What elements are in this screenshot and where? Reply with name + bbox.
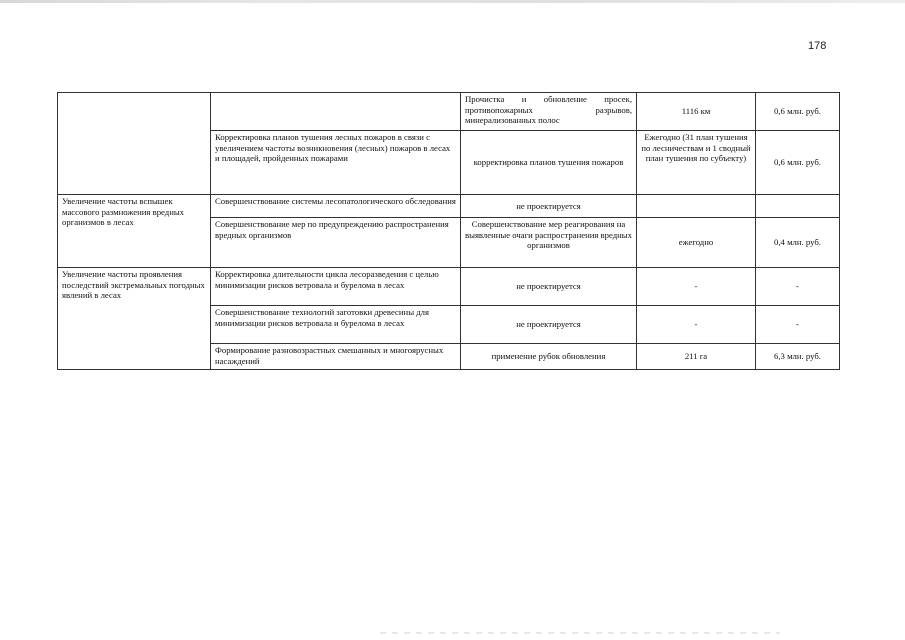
task-cell: Совершенствование системы лесопатологического обследования [211,195,461,218]
task-cell: Корректировка длительности цикла лесоразведения с целью минимизации рисков ветровала и бурелома в лесах [211,268,461,306]
table-row [58,195,840,218]
scan-edge-artifact [380,632,780,634]
volume-cell: - [637,306,756,344]
table-row [58,93,840,131]
measure-cell: Совершенствование мер реагирования на выявленные очаги распространения вредных организмов [461,218,637,268]
threat-cell: Увеличение частоты вспышек массового размножения вредных организмов в лесах [58,195,211,268]
cost-cell: 0,4 млн. руб. [756,218,840,268]
measure-cell: не проектируется [461,195,637,218]
task-cell: Формирование разновозрастных смешанных и многоярусных насаждений [211,344,461,370]
volume-cell [637,195,756,218]
cost-cell: 0,6 млн. руб. [756,93,840,131]
cost-cell: - [756,268,840,306]
threat-cell [58,93,211,195]
measure-cell: не проектируется [461,268,637,306]
cost-cell [756,195,840,218]
scan-edge-artifact [0,0,905,3]
task-cell: Совершенствование технологий заготовки древесины для минимизации рисков ветровала и бурелома в лесах [211,306,461,344]
task-cell: Совершенствование мер по предупреждению распространения вредных организмов [211,218,461,268]
cost-cell: - [756,306,840,344]
volume-cell: ежегодно [637,218,756,268]
table-row [58,268,840,306]
cost-cell: 6,3 млн. руб. [756,344,840,370]
cost-cell: 0,6 млн. руб. [756,131,840,195]
task-cell: Корректировка планов тушения лесных пожаров в связи с увеличением частоты возникновения (лесных) пожаров в лесах и площадей, пройденных пожарами [211,131,461,195]
page-number: 178 [808,40,827,52]
volume-cell: - [637,268,756,306]
adaptation-measures-table [57,92,840,370]
measure-cell: Прочистка и обновление просек, противопожарных разрывов, минерализованных полос [461,93,637,131]
measure-cell: применение рубок обновления [461,344,637,370]
volume-cell: 1116 км [637,93,756,131]
volume-cell: 211 га [637,344,756,370]
volume-cell: Ежегодно (31 план тушения по лесничествам и 1 сводный план тушения по субъекту) [637,131,756,195]
measure-cell: корректировка планов тушения пожаров [461,131,637,195]
task-cell [211,93,461,131]
measure-cell: не проектируется [461,306,637,344]
threat-cell: Увеличение частоты проявления последствий экстремальных погодных явлений в лесах [58,268,211,370]
